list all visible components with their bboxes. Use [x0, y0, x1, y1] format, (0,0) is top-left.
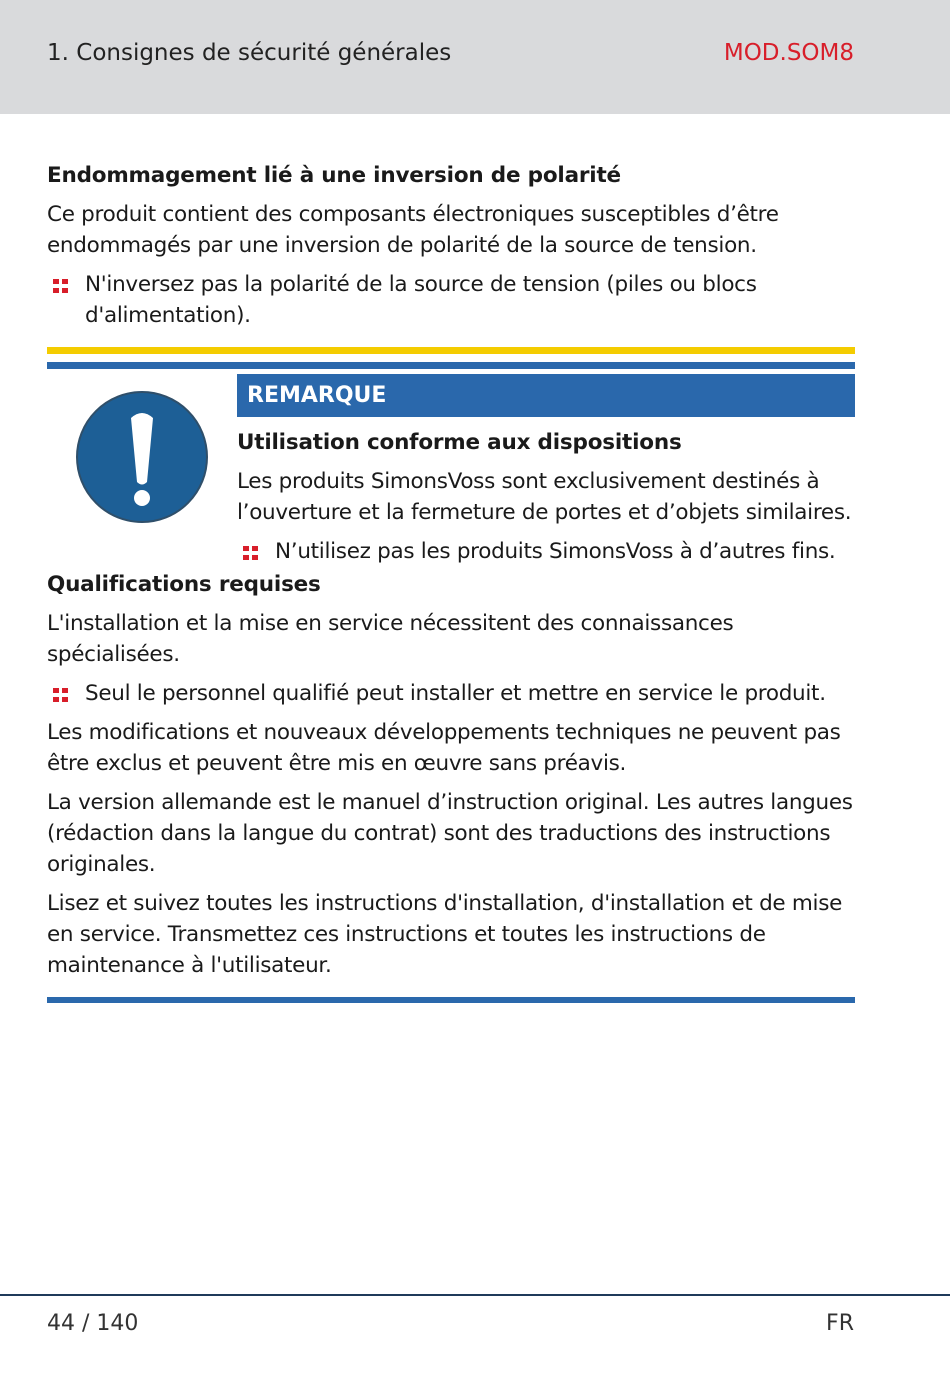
- page-header: [0, 0, 950, 114]
- original-language-paragraph: La version allemande est le manuel d’instruction original. Les autres langues (rédaction dans la langue du contrat) sont des traductions des instructions originales.: [47, 790, 853, 877]
- qualifications-bullet-text: Seul le personnel qualifié peut installer et mettre en service le produit.: [85, 681, 826, 706]
- polarity-bullet: [47, 269, 855, 331]
- warning-divider: [47, 347, 855, 354]
- model-name: MOD.SOM8: [723, 40, 854, 66]
- instructions-paragraph: Lisez et suivez toutes les instructions d'installation, d'installation et de mise en service. Transmettez ces instructions et toutes les instructions de maintenance à l'utilisateur.: [47, 891, 843, 978]
- polarity-heading: Endommagement lié à une inversion de polarité: [47, 163, 621, 188]
- remark-heading: Utilisation conforme aux dispositions: [237, 430, 682, 455]
- remark-body: [237, 369, 855, 567]
- polarity-bullet-text: N'inversez pas la polarité de la source de tension (piles ou blocs d'alimentation).: [85, 272, 757, 328]
- qualifications-heading: Qualifications requises: [47, 572, 321, 597]
- remark-bullet-text: N’utilisez pas les produits SimonsVoss à d’autres fins.: [275, 539, 836, 564]
- polarity-text: Ce produit contient des composants électroniques susceptibles d’être endommagés par une inversion de polarité de la source de tension.: [47, 202, 779, 258]
- remark-banner: REMARQUE: [237, 374, 855, 417]
- remark-top-divider: [47, 362, 855, 369]
- remark-box: [47, 369, 855, 569]
- language-code: FR: [826, 1311, 854, 1336]
- page-content: [47, 160, 855, 1003]
- action-bullet-icon: [243, 546, 258, 560]
- remark-text: Les produits SimonsVoss sont exclusivement destinés à l’ouverture et la fermeture de portes et d’objets similaires.: [237, 469, 852, 525]
- exclamation-icon: [75, 390, 209, 524]
- action-bullet-icon: [53, 688, 68, 702]
- section-title: 1. Consignes de sécurité générales: [47, 40, 452, 66]
- modifications-paragraph: Les modifications et nouveaux développements techniques ne peuvent pas être exclus et peuvent être mis en œuvre sans préavis.: [47, 720, 841, 776]
- qualifications-bullet: [47, 678, 855, 709]
- section-end-divider: [47, 997, 855, 1003]
- footer-divider: [0, 1294, 950, 1296]
- action-bullet-icon: [53, 279, 68, 293]
- qualifications-text: L'installation et la mise en service nécessitent des connaissances spécialisées.: [47, 611, 734, 667]
- page-number: 44 / 140: [47, 1311, 139, 1336]
- remark-bullet: [237, 536, 855, 567]
